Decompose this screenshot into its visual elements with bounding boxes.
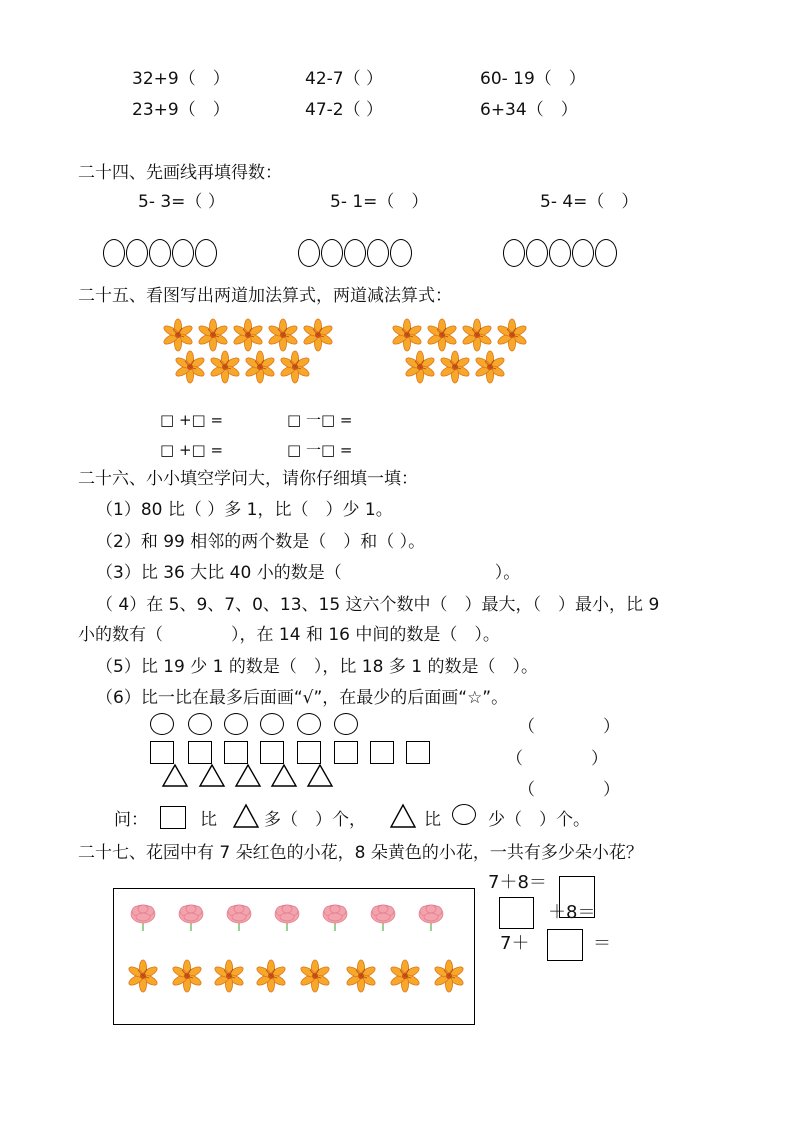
q26-line-3: （3）比 36 大比 40 小的数是（ ）。 <box>96 563 521 583</box>
lily-icon <box>162 319 193 351</box>
q27-title: 二十七、花园中有 7 朵红色的小花，8 朵黄色的小花，一共有多少朵小花？ <box>78 843 643 863</box>
q24-title: 二十四、先画线再填得数： <box>78 163 282 183</box>
triangle-icon <box>232 803 260 829</box>
bi-label-2: 比 <box>424 810 441 830</box>
bi-label-1: 比 <box>200 810 217 830</box>
ask-label: 问： <box>114 810 148 830</box>
lily-icon <box>389 960 420 992</box>
lily-icon <box>197 319 228 351</box>
q26-line-2: （2）和 99 相邻的两个数是（ ）和（ ）。 <box>96 532 426 552</box>
sub-formula-2: □ 一□ = <box>287 441 353 459</box>
q24-eq-1: 5- 3=（ ） <box>138 192 225 212</box>
q24-eq-2: 5- 1=（ ） <box>330 192 429 212</box>
q26-line-6: （6）比一比在最多后面画“√”，在最少的后面画“☆”。 <box>96 688 509 708</box>
lily-icon <box>279 351 310 383</box>
lily-icon <box>232 319 263 351</box>
answer-paren-3: （ ） <box>518 780 620 800</box>
lily-icon <box>426 319 457 351</box>
q26-line-5: （5）比 19 少 1 的数是（ ），比 18 多 1 的数是（ ）。 <box>96 657 538 677</box>
circle-icon <box>452 804 476 825</box>
lily-icon <box>213 960 244 992</box>
square-icon <box>160 806 186 829</box>
lily-icon <box>404 351 435 383</box>
q26-title: 二十六、小小填空学问大，请你仔细填一填： <box>78 469 418 489</box>
top-expr-4: 23+9（ ） <box>132 100 230 120</box>
lily-icon <box>255 960 286 992</box>
duo-text: 多（ ）个， <box>264 810 366 830</box>
lily-icon <box>299 960 330 992</box>
top-expr-5: 47-2（ ） <box>305 100 383 120</box>
lily-icon <box>127 960 158 992</box>
lily-icon <box>209 351 240 383</box>
lily-icon <box>244 351 275 383</box>
lily-icon <box>302 319 333 351</box>
lily-icon <box>439 351 470 383</box>
q26-line-4b: 小的数有（ ），在 14 和 16 中间的数是（ ）。 <box>78 625 500 645</box>
sub-formula-1: □ 一□ = <box>287 411 353 429</box>
garden-flowers <box>113 888 475 1025</box>
triangle-icon <box>389 803 417 829</box>
lily-icon <box>174 351 205 383</box>
lily-icon <box>345 960 376 992</box>
triangle-row <box>155 763 345 789</box>
answer-paren-2: （ ） <box>506 749 608 769</box>
lily-icon <box>474 351 505 383</box>
top-expr-1: 32+9（ ） <box>132 69 230 89</box>
lily-icon <box>391 319 422 351</box>
answer-box-2[interactable] <box>499 897 534 929</box>
add-formula-1: □ +□ = <box>160 411 224 429</box>
lily-icon <box>433 960 464 992</box>
answer-box-3[interactable] <box>547 929 583 961</box>
lily-icon <box>267 319 298 351</box>
q25-title: 二十五、看图写出两道加法算式，两道减法算式： <box>78 286 452 306</box>
top-expr-3: 60- 19（ ） <box>480 69 586 89</box>
q24-eq-3: 5- 4=（ ） <box>540 192 639 212</box>
lily-icon <box>496 319 527 351</box>
rose-icon <box>131 905 155 931</box>
shao-text: 少（ ）个。 <box>488 810 590 830</box>
q27-eq-2: ＋8＝ <box>548 902 596 923</box>
q26-line-4a: （ 4）在 5、9、7、0、13、15 这六个数中（ ）最大，（ ）最小，比 9 <box>96 595 660 615</box>
rose-icon <box>275 905 299 931</box>
q26-line-1: （1）80 比（ ）多 1，比（ ）少 1。 <box>96 500 393 520</box>
q27-eq-1: 7＋8＝ <box>488 872 547 893</box>
answer-paren-1: （ ） <box>518 717 620 737</box>
lily-icon <box>461 319 492 351</box>
rose-icon <box>371 905 395 931</box>
q25-flowers <box>150 315 550 390</box>
rose-icon <box>323 905 347 931</box>
q27-eq-3a: 7＋ <box>500 933 530 954</box>
rose-icon <box>227 905 251 931</box>
top-expr-6: 6+34（ ） <box>480 100 578 120</box>
add-formula-2: □ +□ = <box>160 441 224 459</box>
lily-icon <box>171 960 202 992</box>
q27-eq-3b: ＝ <box>593 933 611 954</box>
top-expr-2: 42-7（ ） <box>305 69 383 89</box>
rose-icon <box>419 905 443 931</box>
rose-icon <box>179 905 203 931</box>
